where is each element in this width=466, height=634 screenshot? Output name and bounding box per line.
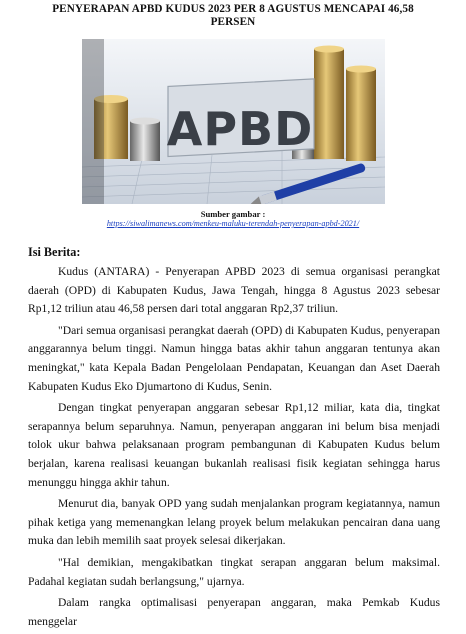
- apbd-photo: [82, 39, 385, 204]
- paragraph: "Hal demikian, mengakibatkan tingkat serapan anggaran belum maksimal. Padahal kegiatan sudah berlangsung," ujarnya.: [28, 555, 440, 588]
- image-source-link[interactable]: https://siwalimanews.com/menkeu-maluku-terendah-penyerapan-apbd-2021/: [106, 219, 360, 228]
- image-source-label: Sumber gambar :: [200, 209, 266, 219]
- paragraph: "Dari semua organisasi perangkat daerah (OPD) di Kabupaten Kudus, penyerapan anggarannya belum tinggi. Namun hingga batas akhir tahun anggaran tentunya akan meningkat," kata Kepala Badan Pengelolaan Pendapatan, Keuangan dan Aset Daerah Kabupaten Kudus Eko Djumartono di Kudus, Senin.: [28, 323, 440, 393]
- paragraph: Dengan tingkat penyerapan anggaran sebesar Rp1,12 miliar, kata dia, tingkat serapannya belum separuhnya. Namun, penyerapan anggaran ini belum bisa menjadi tolok ukur bahwa pelaksanaan program pembangunan di Kabupaten Kudus belum berjalan, karena realisasi keuangan bukanlah realisasi fisik kegiatan sehingga harus menunggu hingga akhir tahun.: [28, 401, 440, 489]
- paragraph: Dalam rangka optimalisasi penyerapan anggaran, maka Pemkab Kudus menggelar: [28, 596, 440, 628]
- svg-text:APBD: APBD: [166, 102, 314, 156]
- apbd-illustration: [82, 39, 385, 204]
- article-body: [28, 263, 440, 634]
- section-heading: Isi Berita:: [28, 245, 81, 259]
- paragraph: Menurut dia, banyak OPD yang sudah menjalankan program kegiatannya, namun pihak ketiga yang memenangkan lelang proyek belum melakukan pencairan dana uang muka dan lebih memilih saat proyek selesai dikerjakan.: [28, 497, 440, 548]
- apbd-text-block: [167, 79, 314, 157]
- paragraph: Kudus (ANTARA) - Penyerapan APBD 2023 di semua organisasi perangkat daerah (OPD) di Kabupaten Kudus, Jawa Tengah, hingga 8 Agustus 2023 sebesar Rp1,12 triliun atau 46,58 persen dari total anggaran Rp2,37 triliun.: [28, 265, 440, 316]
- article-title: PENYERAPAN APBD KUDUS 2023 PER 8 AGUSTUS MENCAPAI 46,58 PERSEN: [52, 3, 414, 28]
